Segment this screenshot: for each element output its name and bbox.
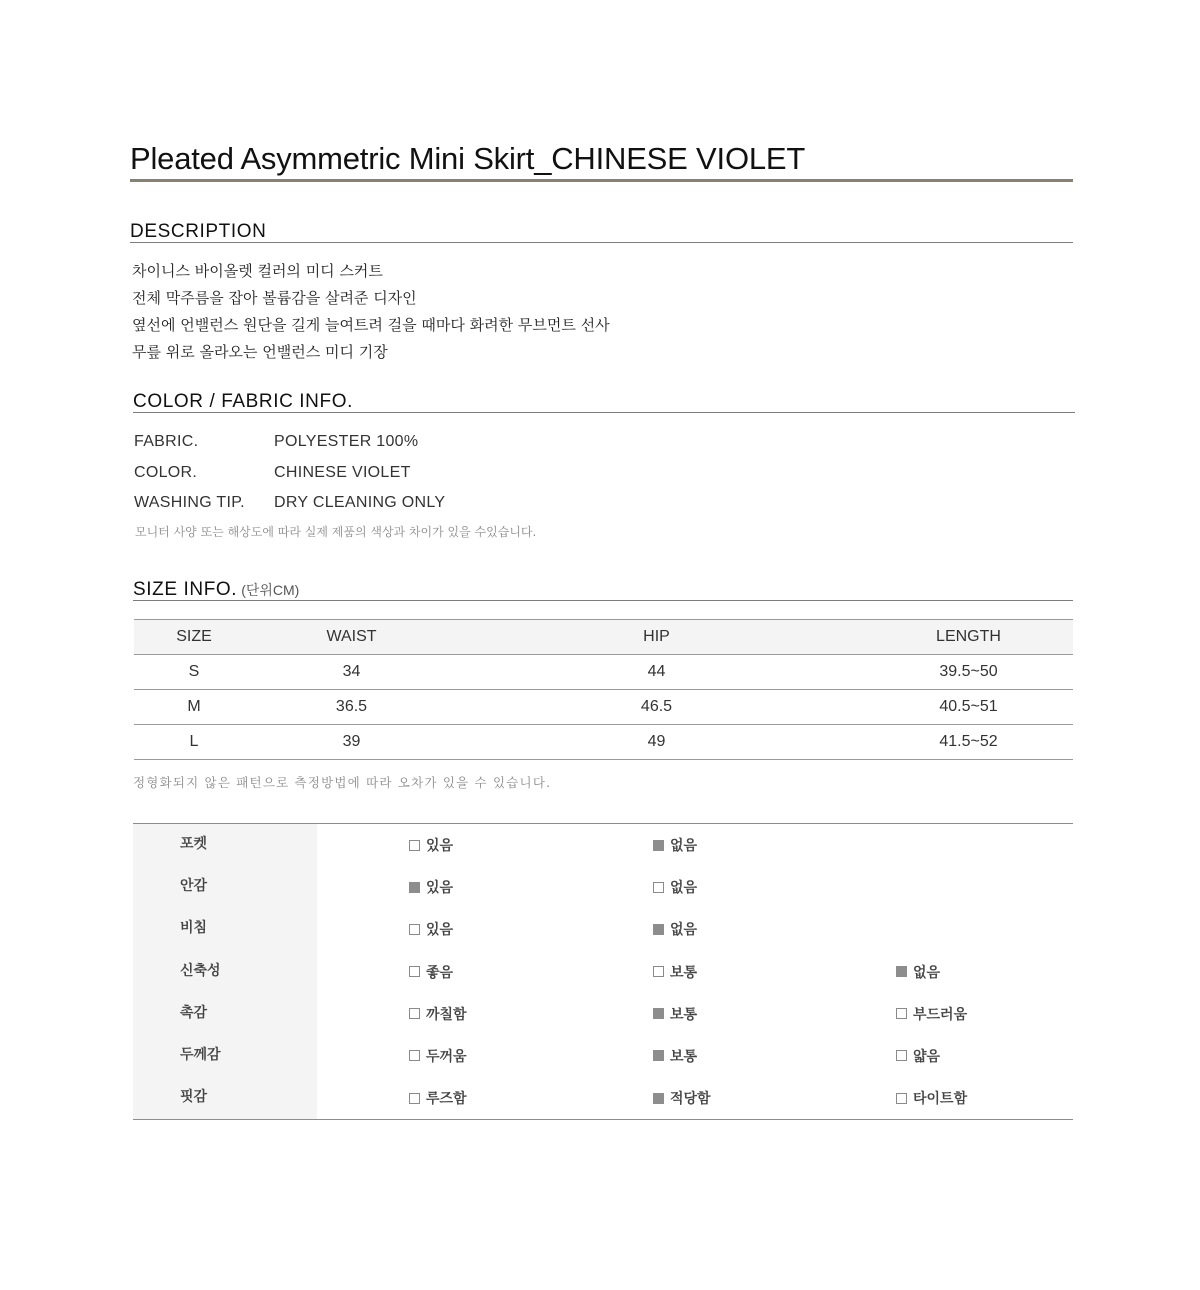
color-disclaimer: 모니터 사양 또는 해상도에 따라 실제 제품의 색상과 차이가 있을 수있습니다.	[135, 525, 537, 539]
option-unchecked	[409, 1088, 467, 1108]
size-col-header: SIZE	[134, 620, 254, 655]
fabric-info-heading-text: COLOR / FABRIC INFO.	[133, 391, 353, 412]
size-table-header	[134, 620, 1073, 655]
fabric-row	[134, 427, 445, 458]
checkbox-filled-icon	[653, 1050, 664, 1061]
checkbox-filled-icon	[653, 1093, 664, 1104]
option-label: 없음	[670, 922, 698, 939]
attribute-row-stretch	[133, 951, 1073, 993]
length-col-header: LENGTH	[864, 620, 1073, 655]
option-label: 있음	[426, 922, 454, 939]
option-checked	[409, 877, 453, 897]
attribute-label: 비침	[180, 920, 208, 937]
washing-row	[134, 488, 445, 519]
attribute-label: 안감	[180, 878, 208, 895]
hip-cell: 46.5	[449, 690, 864, 725]
waist-cell: 36.5	[254, 690, 449, 725]
option-checked	[653, 1088, 711, 1108]
option-label: 부드러움	[913, 1006, 968, 1023]
checkbox-filled-icon	[409, 882, 420, 893]
description-line: 차이니스 바이올렛 컬러의 미디 스커트	[132, 262, 383, 280]
hip-col-header: HIP	[449, 620, 864, 655]
length-cell: 39.5~50	[864, 655, 1073, 690]
color-key: COLOR.	[134, 463, 198, 481]
option-checked	[896, 962, 940, 982]
description-line: 전체 막주름을 잡아 볼륨감을 살려준 디자인	[132, 289, 417, 307]
option-label: 두꺼움	[426, 1048, 467, 1065]
option-label: 보통	[670, 1006, 698, 1023]
size-disclaimer: 정형화되지 않은 패턴으로 측정방법에 따라 오차가 있을 수 있습니다.	[133, 775, 552, 790]
fabric-key: FABRIC.	[134, 433, 199, 450]
checkbox-empty-icon	[653, 882, 664, 893]
size-cell: S	[134, 655, 254, 690]
size-info-heading	[133, 580, 1073, 601]
attribute-label: 두께감	[180, 1046, 221, 1063]
attribute-label: 신축성	[180, 962, 221, 979]
option-label: 없음	[913, 964, 941, 981]
checkbox-empty-icon	[896, 1050, 907, 1061]
color-value: CHINESE VIOLET	[274, 463, 411, 481]
option-label: 보통	[670, 964, 698, 981]
checkbox-empty-icon	[409, 840, 420, 851]
description-line: 무릎 위로 올라오는 언밸런스 미디 기장	[132, 343, 388, 361]
option-unchecked	[409, 1046, 467, 1066]
option-label: 있음	[426, 880, 454, 897]
table-row	[134, 690, 1073, 725]
washing-value: DRY CLEANING ONLY	[274, 494, 446, 511]
attribute-label: 핏감	[180, 1089, 208, 1106]
length-cell: 41.5~52	[864, 725, 1073, 760]
option-unchecked	[896, 1046, 940, 1066]
description-heading-text: DESCRIPTION	[130, 221, 267, 242]
checkbox-empty-icon	[896, 1008, 907, 1019]
waist-cell: 39	[254, 725, 449, 760]
attribute-label: 포켓	[180, 836, 208, 852]
checkbox-filled-icon	[896, 966, 907, 977]
checkbox-empty-icon	[409, 924, 420, 935]
product-title: Pleated Asymmetric Mini Skirt_CHINESE VIOLET	[130, 141, 806, 176]
option-label: 루즈함	[426, 1091, 467, 1108]
color-row	[134, 458, 445, 489]
option-label: 타이트함	[913, 1091, 968, 1108]
attribute-row-thickness	[133, 1035, 1073, 1077]
size-table	[134, 619, 1073, 760]
attribute-row-lining	[133, 866, 1073, 908]
size-cell: L	[134, 725, 254, 760]
checkbox-empty-icon	[409, 1093, 420, 1104]
option-checked	[653, 1046, 697, 1066]
length-cell: 40.5~51	[864, 690, 1073, 725]
checkbox-filled-icon	[653, 1008, 664, 1019]
option-unchecked	[409, 835, 453, 855]
option-label: 까칠함	[426, 1006, 467, 1023]
waist-cell: 34	[254, 655, 449, 690]
option-unchecked	[409, 1004, 467, 1024]
washing-key: WASHING TIP.	[134, 494, 245, 511]
option-label: 좋음	[426, 964, 454, 981]
description-body	[132, 258, 610, 366]
option-unchecked	[653, 962, 697, 982]
option-unchecked	[653, 877, 697, 897]
attribute-label: 촉감	[180, 1004, 208, 1021]
checkbox-empty-icon	[409, 966, 420, 977]
attribute-row-texture	[133, 993, 1073, 1035]
option-unchecked	[409, 962, 453, 982]
waist-col-header: WAIST	[254, 620, 449, 655]
checkbox-empty-icon	[409, 1008, 420, 1019]
size-unit-label: (단위CM)	[241, 582, 300, 598]
option-unchecked	[409, 919, 453, 939]
fabric-value: POLYESTER 100%	[274, 433, 419, 450]
option-unchecked	[896, 1004, 967, 1024]
hip-cell: 44	[449, 655, 864, 690]
option-checked	[653, 919, 697, 939]
checkbox-filled-icon	[653, 840, 664, 851]
checkbox-filled-icon	[653, 924, 664, 935]
fabric-info-heading	[133, 392, 1075, 413]
checkbox-empty-icon	[409, 1050, 420, 1061]
option-label: 없음	[670, 838, 698, 854]
attribute-row-sheerness	[133, 908, 1073, 950]
attribute-row-pocket	[133, 824, 1073, 866]
description-heading	[130, 222, 1073, 243]
option-label: 얇음	[913, 1048, 941, 1065]
fabric-info-table	[134, 427, 445, 519]
hip-cell: 49	[449, 725, 864, 760]
option-unchecked	[896, 1088, 967, 1108]
description-line: 옆선에 언밸런스 원단을 길게 늘여트려 걸을 때마다 화려한 무브먼트 선사	[132, 316, 610, 334]
option-label: 적당함	[670, 1091, 711, 1108]
option-label: 있음	[426, 838, 454, 854]
title-divider	[130, 179, 1073, 182]
table-row	[134, 655, 1073, 690]
option-checked	[653, 1004, 697, 1024]
attribute-table	[133, 823, 1073, 1120]
checkbox-empty-icon	[653, 966, 664, 977]
attribute-row-fit	[133, 1077, 1073, 1119]
size-cell: M	[134, 690, 254, 725]
option-label: 없음	[670, 880, 698, 897]
option-label: 보통	[670, 1048, 698, 1065]
option-checked	[653, 835, 697, 855]
table-row	[134, 725, 1073, 760]
checkbox-empty-icon	[896, 1093, 907, 1104]
size-info-heading-text: SIZE INFO.	[133, 579, 238, 600]
